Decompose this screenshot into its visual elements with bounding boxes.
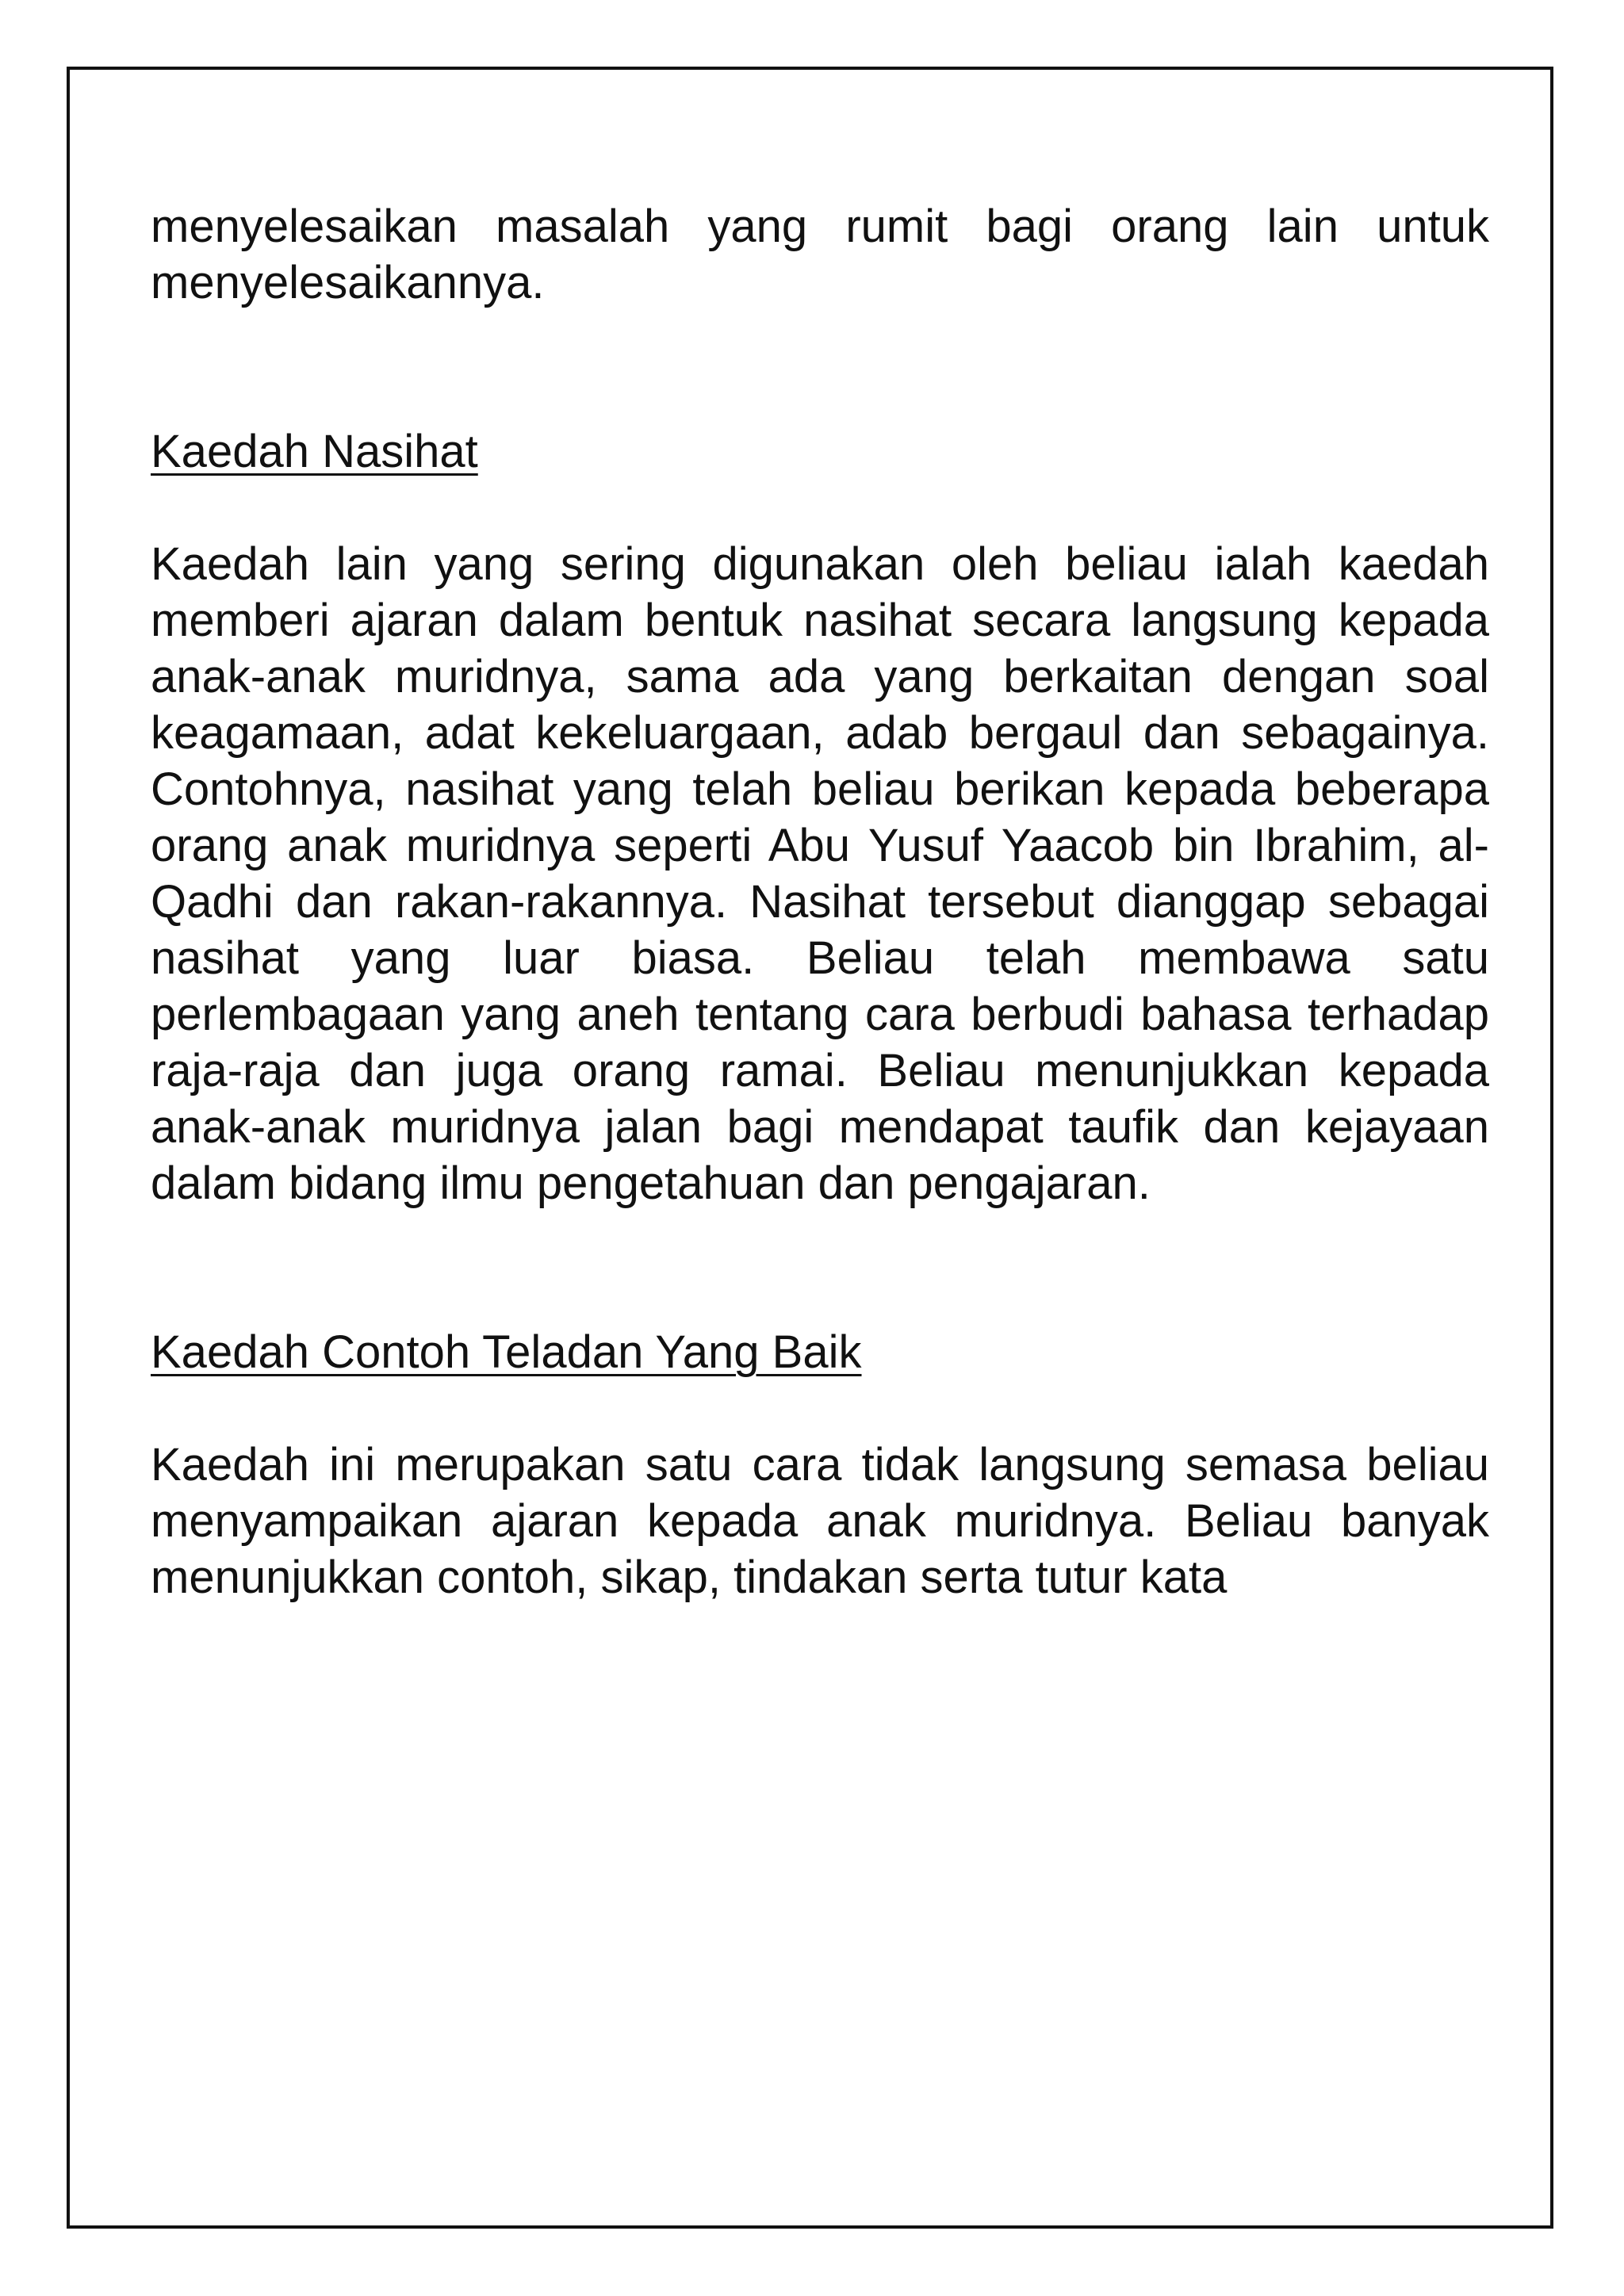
document-body (151, 198, 1489, 1605)
section-spacer (151, 1211, 1489, 1324)
intro-paragraph: menyelesaikan masalah yang rumit bagi orang lain untuk menyelesaikannya. (151, 201, 1489, 308)
section-heading-kaedah-nasihat: Kaedah Nasihat (151, 426, 478, 477)
heading-spacer (151, 1380, 1489, 1437)
section-heading-kaedah-contoh-teladan: Kaedah Contoh Teladan Yang Baik (151, 1326, 862, 1378)
section-spacer (151, 311, 1489, 423)
heading-spacer (151, 480, 1489, 536)
section-paragraph-kaedah-contoh-teladan: Kaedah ini merupakan satu cara tidak langsung semasa beliau menyampaikan ajaran kepada anak muridnya. Beliau banyak menunjukkan contoh, sikap, tindakan serta tutur kata (151, 1439, 1489, 1603)
section-paragraph-kaedah-nasihat: Kaedah lain yang sering digunakan oleh beliau ialah kaedah memberi ajaran dalam bentuk nasihat secara langsung kepada anak-anak muridnya, sama ada yang berkaitan dengan soal keagamaan, adat kekeluargaan, adab bergaul dan sebagainya. Contohnya, nasihat yang telah beliau berikan kepada beberapa orang anak muridnya seperti Abu Yusuf Yaacob bin Ibrahim, al-Qadhi dan rakan-rakannya. Nasihat tersebut dianggap sebagai nasihat yang luar biasa. Beliau telah membawa satu perlembagaan yang aneh tentang cara berbudi bahasa terhadap raja-raja dan juga orang ramai. Beliau menunjukkan kepada anak-anak muridnya jalan bagi mendapat taufik dan kejayaan dalam bidang ilmu pengetahuan dan pengajaran. (151, 538, 1489, 1209)
